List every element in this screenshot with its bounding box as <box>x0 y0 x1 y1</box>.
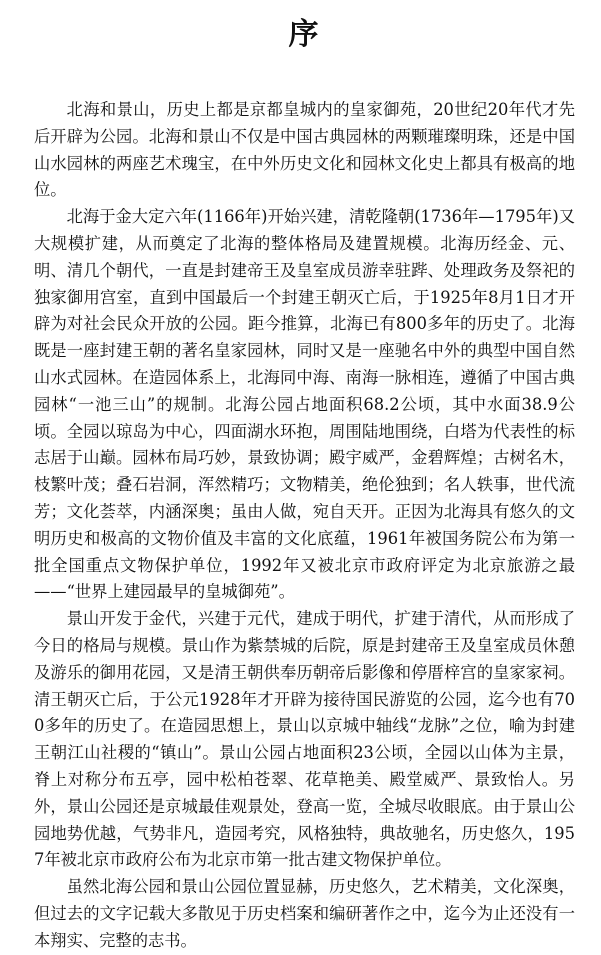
paragraph-3: 景山开发于金代，兴建于元代，建成于明代，扩建于清代，从而形成了今日的格局与规模。景山作为紫禁城的后院，原是封建帝王及皇室成员休憩及游乐的御用花园，又是清王朝供奉历朝帝后影像和停厝梓宫的皇家家祠。清王朝灭亡后，于公元1928年才开辟为接待国民游览的公园，迄今也有700多年的历史了。在造园思想上，景山以京城中轴线“龙脉”之位，喻为封建王朝江山社稷的“镇山”。景山公园占地面积23公顷，全园以山体为主景，脊上对称分布五亭，园中松柏苍翠、花草艳美、殿堂威严、景致怡人。另外，景山公园还是京城最佳观景处，登高一览，全城尽收眼底。由于景山公园地势优越，气势非凡，造园考究，风格独特，典故驰名，历史悠久，1957年被北京市政府公布为北京市第一批古建文物保护单位。 <box>34 609 575 870</box>
paragraph-2: 北海于金大定六年(1166年)开始兴建，清乾隆朝(1736年—1795年)又大规模扩建，从而奠定了北海的整体格局及建置规模。北海历经金、元、明、清几个朝代，一直是封建帝王及皇室成员游幸驻跸、处理政务及祭祀的独家御用宫室，直到中国最后一个封建王朝灭亡后，于1925年8月1日才开辟为对社会民众开放的公园。距今推算，北海已有800多年的历史了。北海既是一座封建王朝的著名皇家园林，同时又是一座驰名中外的典型中国自然山水式园林。在造园体系上，北海同中海、南海一脉相连，遵循了中国古典园林“一池三山”的规制。北海公园占地面积68.2公顷，其中水面38.9公顷。全园以琼岛为中心，四面湖水环抱，周围陆地围绕，白塔为代表性的标志居于山巅。园林布局巧妙，景致协调；殿宇威严，金碧辉煌；古树名木，枝繁叶茂；叠石岩洞，浑然精巧；文物精美，绝伦独到；名人轶事，世代流芳；文化荟萃，内涵深奥；虽由人做，宛自天开。正因为北海具有悠久的文明历史和极高的文物价值及丰富的文化底蕴，1961年被国务院公布为第一批全国重点文物保护单位，1992年又被北京市政府评定为北京旅游之最——“世界上建园最早的皇城御苑”。 <box>34 207 575 602</box>
paragraph-1: 北海和景山，历史上都是京都皇城内的皇家御苑，20世纪20年代才先后开辟为公园。北海和景山不仅是中国古典园林的两颗璀璨明珠，还是中国山水园林的两座艺术瑰宝，在中外历史文化和园林文化史上都具有极高的地位。 <box>34 100 575 200</box>
page-title: 序 <box>288 17 321 52</box>
paragraph-4: 虽然北海公园和景山公园位置显赫，历史悠久，艺术精美，文化深奥，但过去的文字记载大多散见于历史档案和编研著作之中，迄今为止还没有一本翔实、完整的志书。 <box>34 877 575 950</box>
